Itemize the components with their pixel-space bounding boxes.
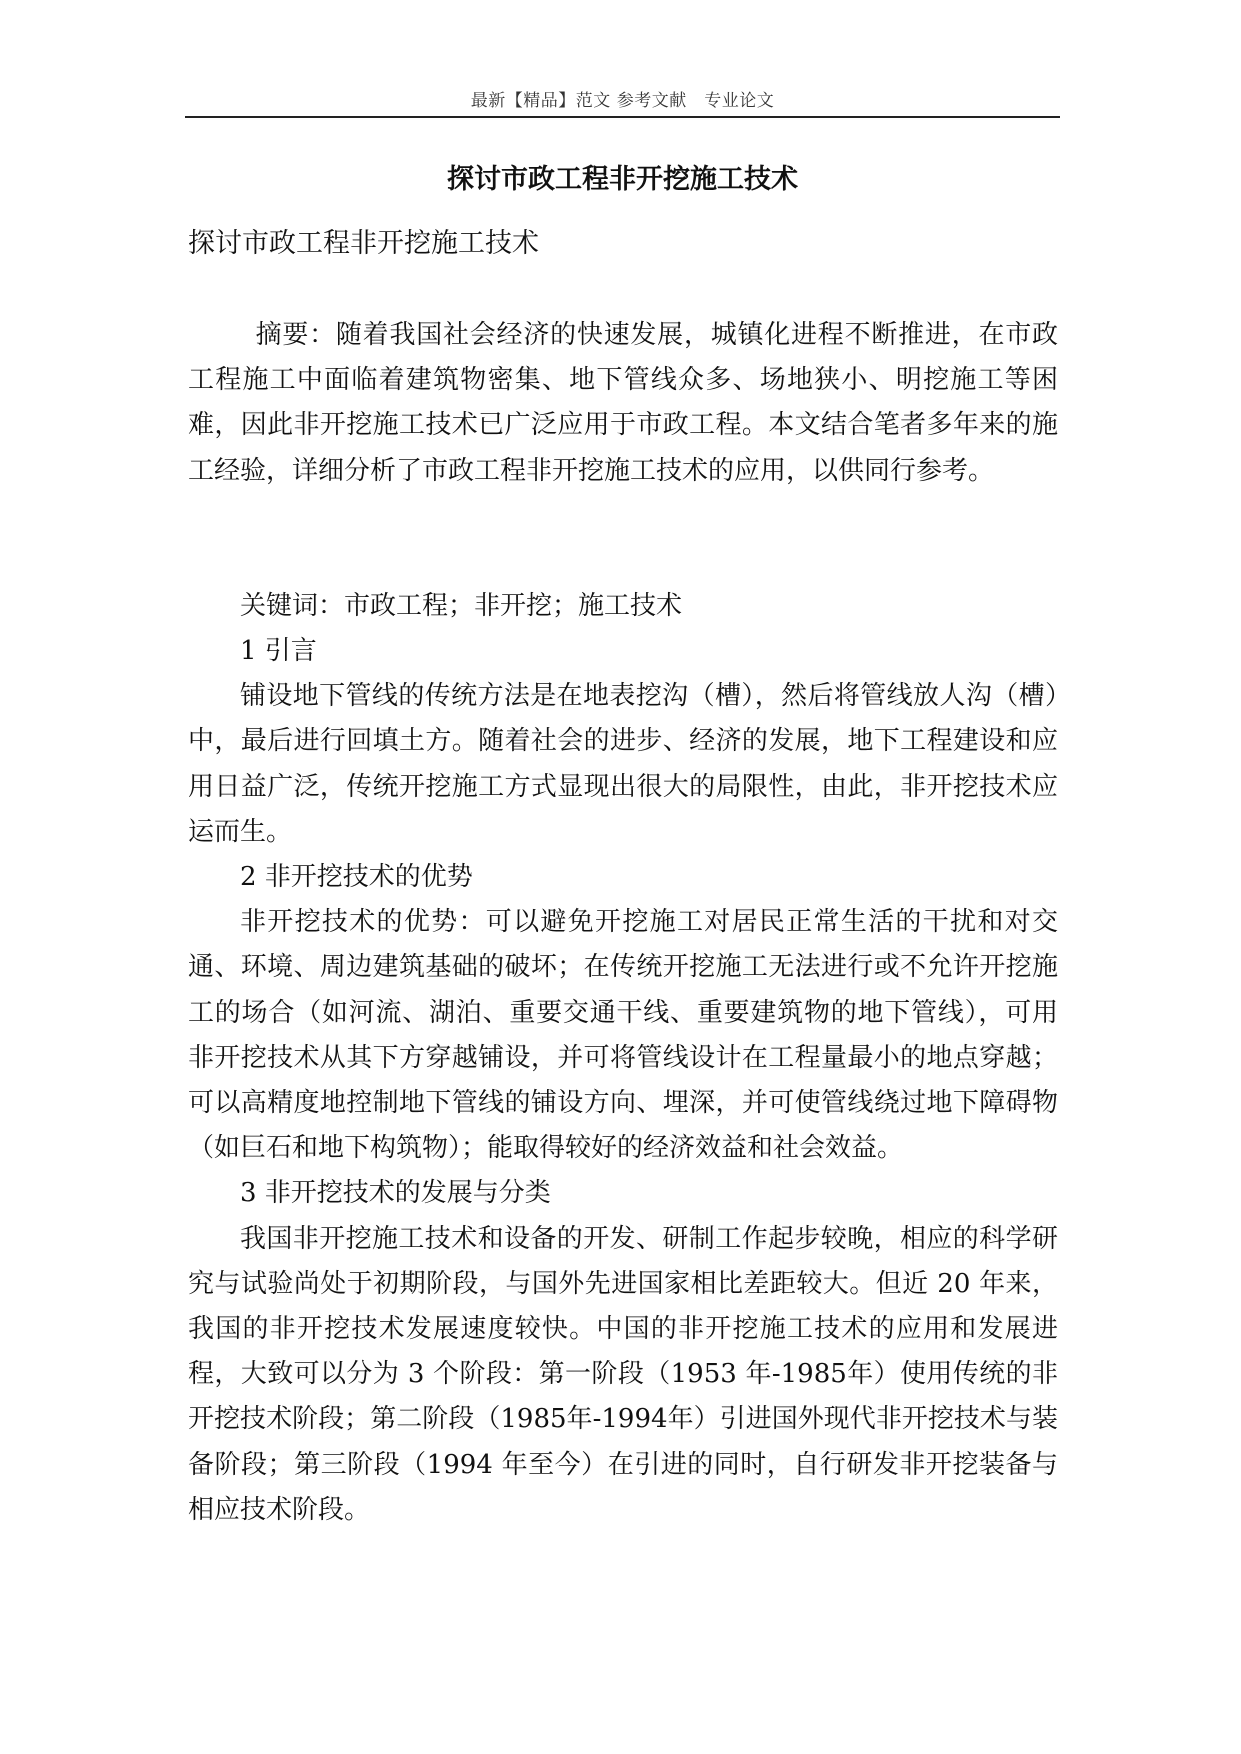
document-title: 探讨市政工程非开挖施工技术: [447, 164, 798, 195]
keywords-line: 关键词：市政工程；非开挖；施工技术: [240, 590, 683, 621]
section-heading-2: 2 非开挖技术的优势: [240, 862, 473, 893]
section-paragraph-1: 铺设地下管线的传统方法是在地表挖沟（槽），然后将管线放人沟（槽）中，最后进行回填土方。随着社会的进步、经济的发展，地下工程建设和应用日益广泛，传统开挖施工方式显现出很大的局限性，由此，非开挖技术应运而生。: [188, 681, 1058, 847]
section-paragraph-3: 我国非开挖施工技术和设备的开发、研制工作起步较晚，相应的科学研究与试验尚处于初期阶段，与国外先进国家相比差距较大。但近 20 年来，我国的非开挖技术发展速度较快。中国的非开挖施工技术的应用和发展进程，大致可以分为 3 个阶段：第一阶段（1953 年-1985年）使用传统的非开挖技术阶段；第二阶段（1985年-1994年）引进国外现代非开挖技术与装备阶段；第三阶段（1994 年至今）在引进的同时，自行研发非开挖装备与相应技术阶段。: [188, 1223, 1058, 1525]
header-divider: [185, 116, 1060, 118]
section-paragraph-2: 非开挖技术的优势：可以避免开挖施工对居民正常生活的干扰和对交通、环境、周边建筑基础的破坏；在传统开挖施工无法进行或不允许开挖施工的场合（如河流、湖泊、重要交通干线、重要建筑物的地下管线），可用非开挖技术从其下方穿越铺设，并可将管线设计在工程量最小的地点穿越；可以高精度地控制地下管线的铺设方向、埋深，并可使管线绕过地下障碍物（如巨石和地下构筑物）；能取得较好的经济效益和社会效益。: [188, 907, 1058, 1164]
abstract-paragraph: 摘要：随着我国社会经济的快速发展，城镇化进程不断推进，在市政工程施工中面临着建筑物密集、地下管线众多、场地狭小、明挖施工等困难，因此非开挖施工技术已广泛应用于市政工程。本文结合笔者多年来的施工经验，详细分析了市政工程非开挖施工技术的应用，以供同行参考。: [188, 320, 1058, 486]
document-body: [188, 313, 1058, 1533]
section-heading-3: 3 非开挖技术的发展与分类: [240, 1178, 551, 1209]
document-subtitle: 探讨市政工程非开挖施工技术: [188, 228, 539, 259]
page-header: 最新【精品】范文 参考文献 专业论文: [470, 91, 775, 111]
paragraph-spacer: [188, 494, 1058, 584]
section-heading-1: 1 引言: [240, 636, 317, 667]
